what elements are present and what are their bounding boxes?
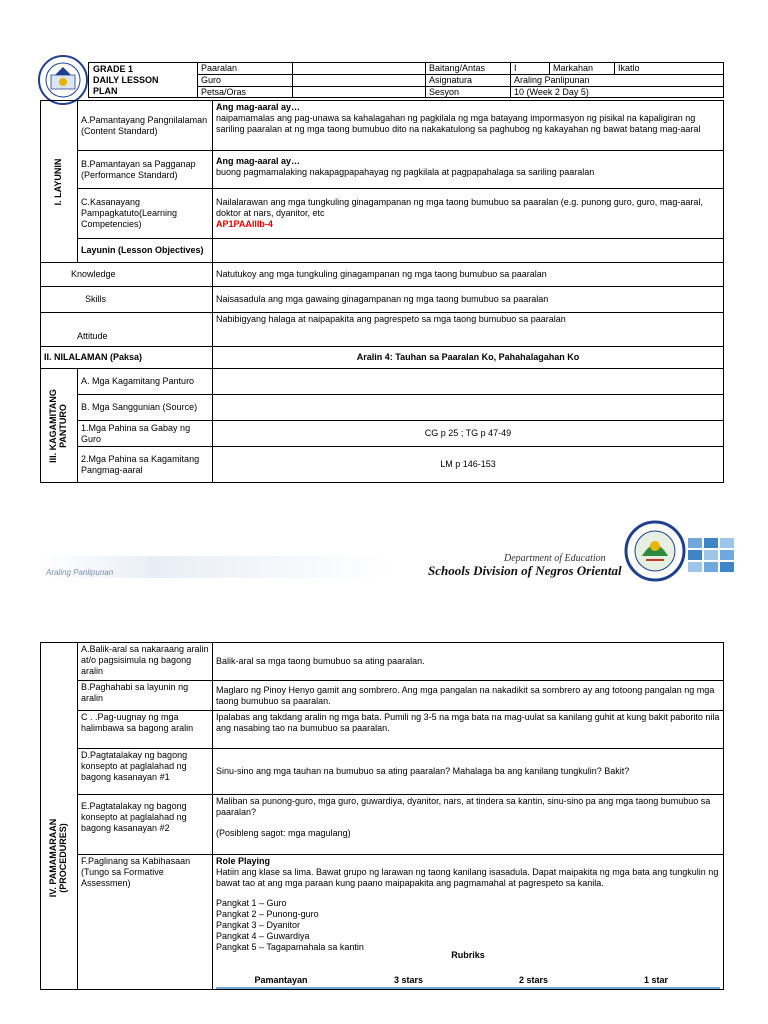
pamamaraan-sublabel: (PROCEDURES): [58, 822, 68, 893]
lesson-table-part1: [40, 100, 724, 483]
sources-cell: [213, 395, 724, 421]
competency-label: C.Kasanayang Pampagkatuto(Learning Competencies): [78, 189, 213, 239]
pamamaraan-label: IV. PAMAMARAAN: [48, 818, 59, 897]
hdr-cell: Araling Panlipunan: [511, 74, 724, 86]
header-table: [88, 62, 724, 98]
rubric-header: 2 stars: [518, 975, 549, 986]
step-e-text: Maliban sa punong-guro, mga guro, guwardiya, dyanitor, nars, at tindera sa kantin, sinu-sino pa ang mga taong bumubuo sa paaralan?: [216, 796, 711, 817]
group-item: Pangkat 5 – Tagapamahala sa kantin: [216, 941, 364, 952]
group-item: Pangkat 1 – Guro: [216, 898, 287, 909]
plan-label-1: DAILY LESSON: [93, 74, 159, 85]
hdr-cell: Asignatura: [426, 74, 511, 86]
step-f-head: Role Playing: [216, 856, 271, 866]
skills-label: Skills: [41, 287, 213, 313]
performance-standard-text: buong pagmamalaking nakapagpapahayag ng pagkilala at pagpapahalaga sa sariling paaralan: [216, 166, 595, 177]
step-c-label: C . .Pag-uugnay ng mga halimbawa sa bagong aralin: [78, 711, 213, 749]
content-standard-head: Ang mag-aaral ay…: [216, 102, 301, 112]
rubric-header: Pamantayan: [254, 975, 308, 986]
division-seal-logo: [624, 520, 686, 582]
step-f-label: F.Paglinang sa Kabihasaan (Tungo sa Formative Assessmen): [78, 855, 213, 990]
step-b-label: B.Paghahabi sa layunin ng aralin: [78, 681, 213, 711]
rubric-header: 3 stars: [393, 975, 424, 986]
hdr-cell: Petsa/Oras: [198, 86, 293, 98]
knowledge-label: Knowledge: [41, 263, 213, 287]
hdr-cell[interactable]: [293, 74, 426, 86]
hdr-cell: Markahan: [550, 63, 615, 75]
group-item: Pangkat 2 – Punong-guro: [216, 909, 319, 920]
hdr-cell[interactable]: [293, 86, 426, 98]
materials-label: A. Mga Kagamitang Panturo: [78, 369, 213, 395]
banner-dept: Department of Education: [504, 553, 606, 564]
objectives-cell: [213, 239, 724, 263]
hdr-cell: 10 (Week 2 Day 5): [511, 86, 724, 98]
pamamaraan-label-wrap: [49, 818, 69, 897]
group-item: Pangkat 3 – Dyanitor: [216, 919, 301, 930]
hdr-cell: Guro: [198, 74, 293, 86]
attitude-text: Nabibigyang halaga at naipapakita ang pagrespeto sa mga taong bumubuo sa paaralan: [213, 313, 724, 347]
teacher-guide-label: 1.Mga Pahina sa Gabay ng Guro: [78, 421, 213, 447]
step-d-label: D.Pagtatalakay ng bagong konsepto at paglalahad ng bagong kasanayan #1: [78, 749, 213, 795]
pamamaraan-section: [41, 643, 78, 990]
skills-text: Naisasadula ang mga gawaing ginagampanan ng mga taong bumubuo sa paaralan: [213, 287, 724, 313]
layunin-label: I. LAYUNIN: [53, 158, 64, 205]
learner-material-pages: LM p 146-153: [213, 447, 724, 483]
layunin-section: [41, 101, 78, 263]
content-standard-text: naipamamalas ang pag-unawa sa kahalagahan ng pagkilala ng mga batayang impormasyon ng pisikal na kapaligiran ng sariling paaralan at ng mga taong bumubuo dito na nakakatulong sa paghubog ng kakayahan ng bawat batang mag-aaral: [216, 112, 701, 134]
step-a-label: A.Balik-aral sa nakaraang aralin at/o pagsisimula ng bagong aralin: [78, 643, 213, 681]
step-e-label: E.Pagtatalakay ng bagong konsepto at paglalahad ng bagong kasanayan #2: [78, 795, 213, 855]
step-d-text: Sinu-sino ang mga tauhan na bumubuo sa ating paaralan? Mahalaga ba ang kanilang tungkulin? Bakit?: [213, 749, 724, 795]
objectives-label: Layunin (Lesson Objectives): [78, 239, 213, 263]
hdr-cell[interactable]: [293, 63, 426, 75]
kagamitan-label: III. KAGAMITANG PANTURO: [48, 388, 68, 463]
nilalaman-text: Aralin 4: Tauhan sa Paaralan Ko, Pahahalagahan Ko: [213, 347, 724, 369]
rubric-header-row: [216, 975, 720, 989]
hdr-cell: I: [511, 63, 550, 75]
hdr-cell: Sesyon: [426, 86, 511, 98]
nilalaman-label: II. NILALAMAN (Paksa): [41, 347, 213, 369]
competency-code: AP1PAAIIIb-4: [216, 218, 273, 229]
step-b-text: Maglaro ng Pinoy Henyo gamit ang sombrero. Ang mga pangalan na nakadikit sa sombrero ay ang totoong pangalan ng mga taong bumubuo sa paaralan.: [213, 681, 724, 711]
content-standard-label: A.Pamantayang Pangnilalaman (Content Standard): [78, 101, 213, 151]
teacher-guide-pages: CG p 25 ; TG p 47-49: [213, 421, 724, 447]
performance-standard-label: B.Pamantayan sa Pagganap (Performance Standard): [78, 151, 213, 189]
hdr-cell: Ikatlo: [615, 63, 724, 75]
group-list: [216, 898, 720, 952]
performance-standard-head: Ang mag-aaral ay…: [216, 156, 301, 166]
knowledge-text: Natutukoy ang mga tungkuling ginagampanan ng mga taong bumubuo sa paaralan: [213, 263, 724, 287]
deped-seal-logo: [38, 55, 88, 105]
rubric-header: 1 star: [643, 975, 669, 986]
attitude-label: Attitude: [41, 313, 213, 347]
plan-label-2: PLAN: [93, 85, 118, 96]
grade-block: [89, 63, 198, 98]
banner-division: Schools Division of Negros Oriental: [428, 563, 622, 578]
step-f-text: Hatiin ang klase sa lima. Bawat grupo ng larawan ng taong kanilang isasadula. Dapat maipakita ng mga bata ang tungkulin ng bawat tao at ang mga paraan kung paano maipapakita ang pagmamahal at pagrespeto sa kanila.: [216, 866, 719, 888]
sources-label: B. Mga Sanggunian (Source): [78, 395, 213, 421]
step-a-text: Balik-aral sa mga taong bumubuo sa ating paaralan.: [213, 643, 724, 681]
rubrics-title: Rubriks: [451, 950, 485, 961]
grade-label: GRADE 1: [93, 64, 134, 74]
banner-subject: Araling Panlipunan: [46, 568, 114, 577]
competency-text: Nailalarawan ang mga tungkuling ginagampanan ng mga taong bumubuo sa paaralan (e.g. punong guro, guro, mag-aaral, doktor at nars, dyanitor, etc: [216, 197, 703, 219]
hdr-cell: Paaralan: [198, 63, 293, 75]
step-c-text: Ipalabas ang takdang aralin ng mga bata. Pumili ng 3-5 na mga bata na mag-uulat sa kanilang guhit at kung bakit paborito nila ang nasabing tao na bumubuo sa paaralan.: [213, 711, 724, 749]
lesson-table-part2: [40, 642, 724, 990]
group-item: Pangkat 4 – Guwardiya: [216, 930, 310, 941]
hdr-cell: Baitang/Antas: [426, 63, 511, 75]
banner-blocks: [688, 532, 734, 578]
learner-material-label: 2.Mga Pahina sa Kagamitang Pangmag-aaral: [78, 447, 213, 483]
materials-cell: [213, 369, 724, 395]
step-e-answer: (Posibleng sagot: mga magulang): [216, 827, 351, 838]
kagamitan-section: [41, 369, 78, 483]
division-banner: [38, 520, 734, 582]
